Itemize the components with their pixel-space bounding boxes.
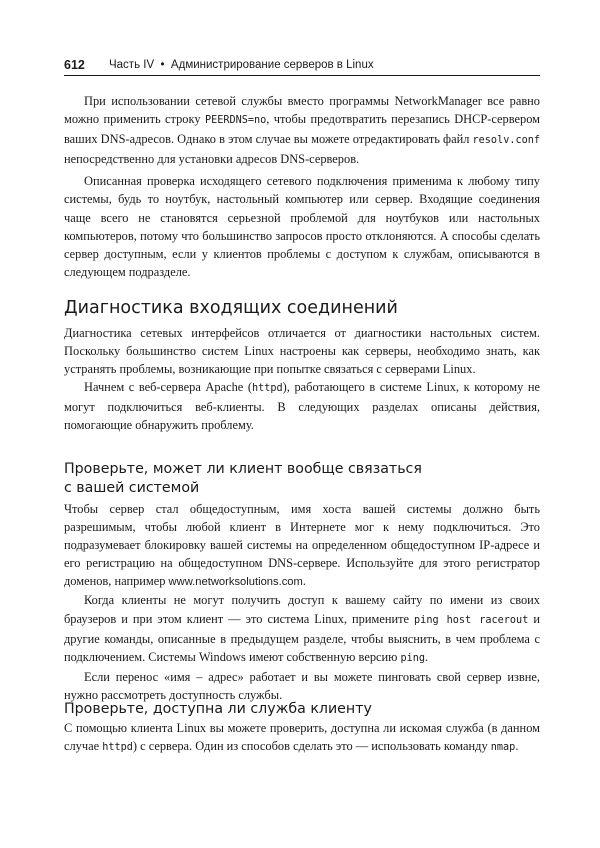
paragraph: Чтобы сервер стал общедоступным, имя хоста вашей системы должно быть разрешимым, чтобы любой клиент в Интернете мог к нему подключиться. Это подразумевает блокировку вашей системы на определенном общедоступном IP-адресе и его регистрацию на общедоступном DNS-сервере. Используйте для этого регистратор доменов, например www.networksolutions.com.	[64, 502, 540, 589]
paragraph: При использовании сетевой службы вместо программы NetworkManager все равно можно применить строку PEERDNS=no, чтобы предотвратить перезапись DHCP-сервером ваших DNS-адресов. Однако в этом случае вы можете отредактировать файл resolv.conf непосредственно для установки адресов DNS-серверов.	[64, 94, 540, 167]
paragraph: Начнем с веб-сервера Apache (httpd), работающего в системе Linux, к которому не могут подключиться веб-клиенты. В следующих разделах описаны действия, помогающие обнаружить проблему.	[64, 380, 540, 433]
header-rule	[64, 75, 540, 76]
paragraph: Когда клиенты не могут получить доступ к вашему сайту по имени из своих браузеров и при этом клиент — это система Linux, примените ping host racerout и другие команды, описанные в предыдущем разделе, чтобы выяснить, в чем проблема с подключением. Системы Windows имеют собственную версию ping.	[64, 593, 540, 664]
paragraph: С помощью клиента Linux вы можете проверить, доступна ли искомая служба (в данном случае httpd) с сервера. Один из способов сделать это — использовать команду nmap.	[64, 721, 540, 754]
running-header	[64, 56, 540, 76]
intro-block	[64, 92, 540, 281]
inline-code: httpd	[102, 742, 133, 754]
inline-code: ping host racerout	[414, 614, 529, 626]
inline-code: httpd	[251, 383, 283, 395]
running-title: Часть IV • Администрирование серверов в Linux	[109, 59, 374, 71]
paragraph: Если перенос «имя – адрес» работает и вы можете пинговать свой сервер извне, нужно рассмотреть доступность службы.	[64, 669, 540, 702]
url-text: www.networksolutions.com	[168, 576, 303, 589]
service-block	[64, 719, 540, 757]
incoming-block	[64, 324, 540, 435]
inline-code: nmap	[490, 742, 516, 754]
inline-code: PEERDNS=no	[204, 115, 267, 127]
paragraph: Диагностика сетевых интерфейсов отличается от диагностики настольных систем. Поскольку большинство систем Linux настроены как серверы, необходимо знать, как устранять проблемы, возникающие при попытке связаться с серверами Linux.	[64, 326, 540, 377]
reach-block	[64, 500, 540, 704]
subsection-heading: Проверьте, доступна ли служба клиенту	[64, 701, 372, 717]
section-heading: Диагностика входящих соединений	[64, 298, 398, 318]
page-number: 612	[64, 58, 85, 72]
inline-code: resolv.conf	[472, 135, 540, 147]
subsection-heading: Проверьте, может ли клиент вообще связаться с вашей системой	[64, 461, 422, 496]
paragraph: Описанная проверка исходящего сетевого подключения применима к любому типу системы, будь то ноутбук, настольный компьютер или сервер. Входящие соединения чаще всего не становятся серьезной проблемой для ноутбуков или настольных компьютеров, потому что большинство запросов просто отклоняются. А способы сделать сервер доступным, если у клиентов проблемы с доступом к службам, описываются в следующем подразделе.	[64, 174, 540, 279]
inline-code: ping	[400, 652, 426, 664]
